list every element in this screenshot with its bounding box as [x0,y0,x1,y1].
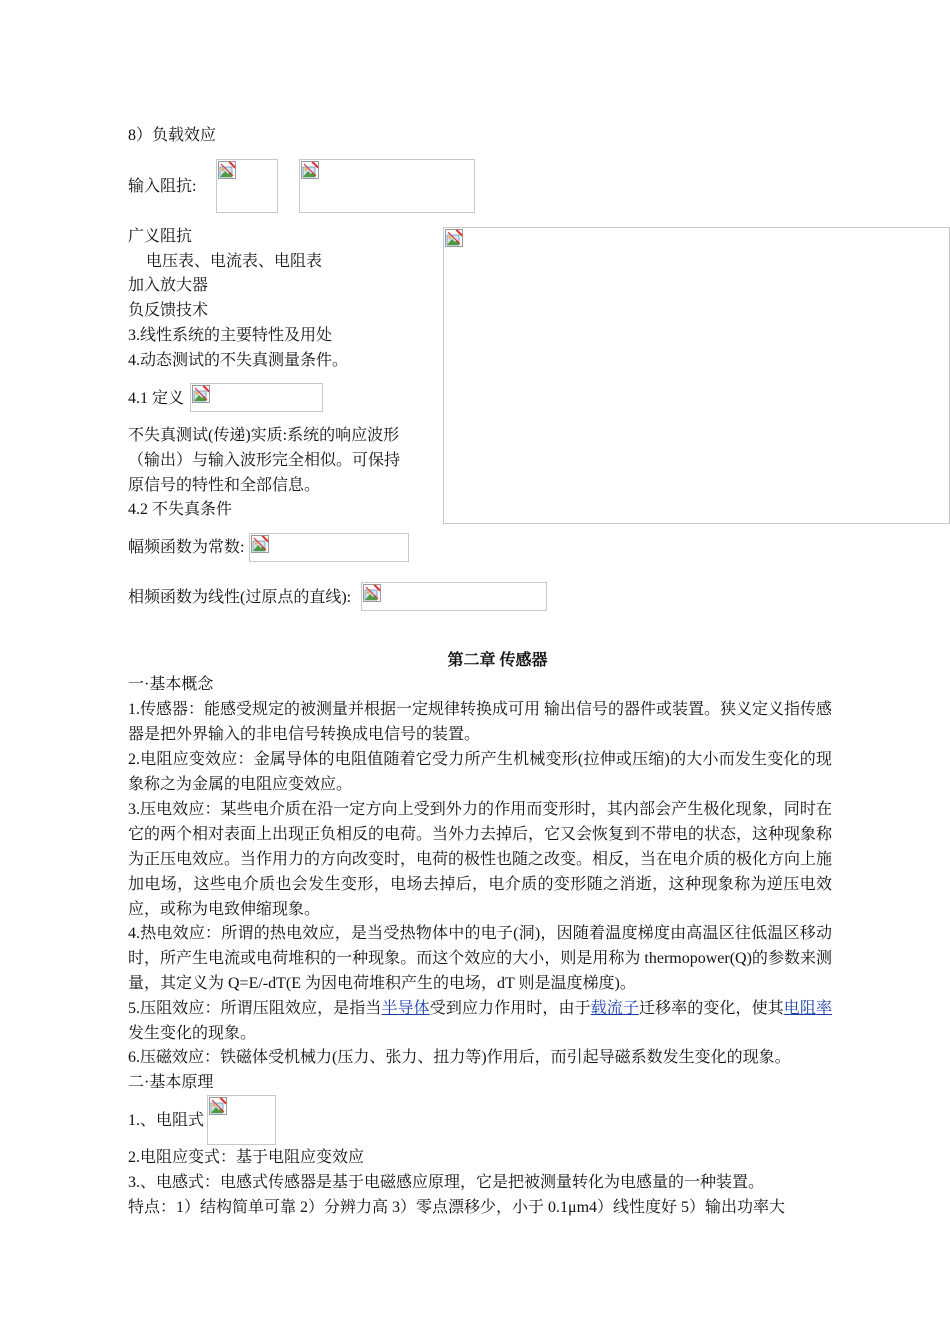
piezoresistive-effect [128,996,832,1046]
broken-image-icon [445,229,463,247]
resistive-type: 1.、电阻式 [128,1112,205,1129]
essence-line-2: （输出）与输入波形完全相似。可保持 [128,452,401,469]
broken-image-icon [209,1097,227,1115]
formula-image [299,159,475,213]
piezoresistive-text-2: 受到应力作用时，由于 [429,1000,591,1017]
thermo-effect: 4.热电效应：所谓的热电效应，是当受热物体中的电子(洞)，因随着温度梯度由高温区往低温区移动时，所产生电流或电荷堆积的一种现象。而这个效应的大小，则是用称为 thermopower(Q)的参数来测量，其定义为 Q=E/-dT(E 为因电荷堆积产生的电场，dT 则是温度梯度)。 [128,925,832,992]
basic-concepts-heading: 一·基本概念 [128,676,214,693]
broken-image-icon [251,535,269,553]
amplitude-condition: 幅频函数为常数: [128,539,245,556]
chapter-title: 第二章 传感器 [447,652,548,669]
piezo-effect: 3.压电效应：某些电介质在沿一定方向上受到外力的作用而变形时，其内部会产生极化现象，同时在它的两个相对表面上出现正负相反的电荷。当外力去掉后，它又会恢复到不带电的状态，这种现象称为正压电效应。当作用力的方向改变时，电荷的极性也随之改变。相反，当在电介质的极化方向上施加电场，这些电介质也会发生变形，电场去掉后，电介质的变形随之消逝，这种现象称为逆压电效应，或称为电致伸缩现象。 [128,801,833,918]
definition-label: 4.1 定义 [128,390,185,407]
piezoresistive-text-1: 5.压阻效应：所谓压阻效应，是指当 [128,1000,382,1017]
inductive-features: 特点：1）结构简单可靠 2）分辨力高 3）零点漂移少，小于 0.1μm4）线性度好 5）输出功率大 [128,1199,786,1216]
inductive-type: 3.、电感式：电感式传感器是基于电磁感应原理，它是把被测量转化为电感量的一种装置。 [128,1174,765,1191]
conditions-heading: 4.2 不失真条件 [128,501,233,518]
large-figure-image [443,227,950,524]
load-effect-title: 8）负载效应 [128,127,217,144]
semiconductor-link[interactable]: 半导体 [381,1000,430,1017]
essence-line-3: 原信号的特性和全部信息。 [128,477,321,494]
dynamic-test-heading: 4.动态测试的不失真测量条件。 [128,352,349,369]
carrier-link[interactable]: 载流子 [590,1000,639,1017]
broken-image-icon [301,161,319,179]
piezomagnetic-effect: 6.压磁效应：铁磁体受机械力(压力、张力、扭力等)作用后，而引起导磁系数发生变化的现象。 [128,1049,791,1066]
broken-image-icon [363,584,381,602]
input-impedance-label: 输入阻抗: [128,178,197,195]
phase-condition: 相频函数为线性(过原点的直线): [128,589,352,606]
broken-image-icon [192,385,210,403]
piezoresistive-text-3: 迁移率的变化，使其 [638,1000,784,1017]
formula-image [216,159,278,213]
broken-image-icon [218,161,236,179]
add-amplifier-text: 加入放大器 [128,277,209,294]
strain-type: 2.电阻应变式：基于电阻应变效应 [128,1149,365,1166]
essence-line-1: 不失真测试(传递)实质:系统的响应波形 [128,427,400,444]
basic-principles-heading: 二·基本原理 [128,1074,214,1091]
negative-feedback-text: 负反馈技术 [128,302,209,319]
formula-image [207,1095,276,1145]
formula-image [361,582,547,611]
meters-text: 电压表、电流表、电阻表 [146,253,323,270]
linear-system-heading: 3.线性系统的主要特性及用处 [128,327,333,344]
generalized-impedance: 广义阻抗 [128,228,193,245]
formula-image [190,383,323,412]
formula-image [249,533,409,562]
sensor-definition: 1.传感器：能感受规定的被测量并根据一定规律转换成可用 输出信号的器件或装置。狭义定义指传感器是把外界输入的非电信号转换成电信号的装置。 [128,701,833,743]
piezoresistive-text-4: 发生变化的现象。 [128,1025,257,1042]
strain-effect: 2.电阻应变效应：金属导体的电阻值随着它受力所产生机械变形(拉伸或压缩)的大小而发生变化的现象称之为金属的电阻应变效应。 [128,751,832,793]
resistivity-link[interactable]: 电阻率 [783,1000,832,1017]
